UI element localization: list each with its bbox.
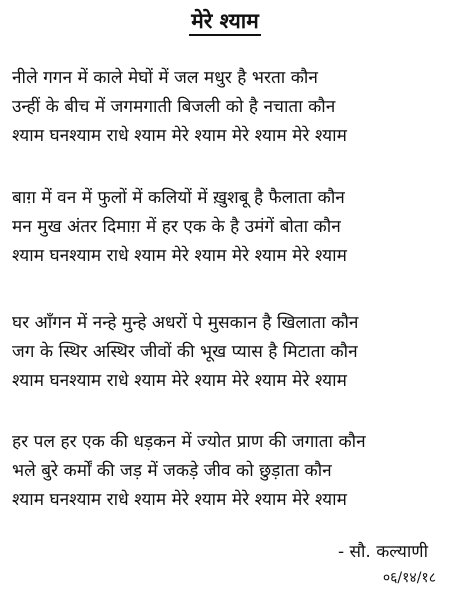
stanza-refrain: श्याम घनश्याम राधे श्याम मेरे श्याम मेरे श्याम मेरे श्याम — [12, 490, 347, 510]
stanza-refrain: श्याम घनश्याम राधे श्याम मेरे श्याम मेरे श्याम मेरे श्याम — [12, 126, 347, 146]
stanza-line: भले बुरे कर्मों की जड़ में जकड़े जीव को छुड़ाता कौन — [12, 461, 332, 481]
stanza-1 — [12, 64, 442, 151]
stanza-4 — [12, 428, 442, 515]
stanza-line: घर आँगन में नन्हे मुन्हे अधरों पे मुसकान है खिलाता कौन — [12, 313, 359, 333]
poem-title — [0, 8, 450, 34]
stanza-refrain: श्याम घनश्याम राधे श्याम मेरे श्याम मेरे श्याम मेरे श्याम — [12, 246, 347, 266]
stanza-3 — [12, 309, 442, 396]
stanza-line: नीले गगन में काले मेघों में जल मधुर है भरता कौन — [12, 68, 318, 88]
author-signature: - सौ. कल्याणी — [337, 542, 428, 562]
poem-date: ०६/१४/१८ — [382, 570, 436, 586]
stanza-line: उन्हीं के बीच में जगमगाती बिजली को है नचाता कौन — [12, 97, 336, 117]
stanza-refrain: श्याम घनश्याम राधे श्याम मेरे श्याम मेरे श्याम मेरे श्याम — [12, 371, 347, 391]
stanza-2 — [12, 184, 442, 271]
stanza-line: बाग़ में वन में फुलों में कलियों में ख़ुशबू है फैलाता कौन — [12, 188, 345, 208]
poem-title-text: मेरे श्याम — [189, 9, 261, 36]
stanza-line: जग के स्थिर अस्थिर जीवों की भूख प्यास है मिटाता कौन — [12, 342, 358, 362]
stanza-line: मन मुख अंतर दिमाग़ में हर एक के है उमंगें बोता कौन — [12, 217, 341, 237]
stanza-line: हर पल हर एक की धड़कन में ज्योत प्राण की जगाता कौन — [12, 432, 366, 452]
